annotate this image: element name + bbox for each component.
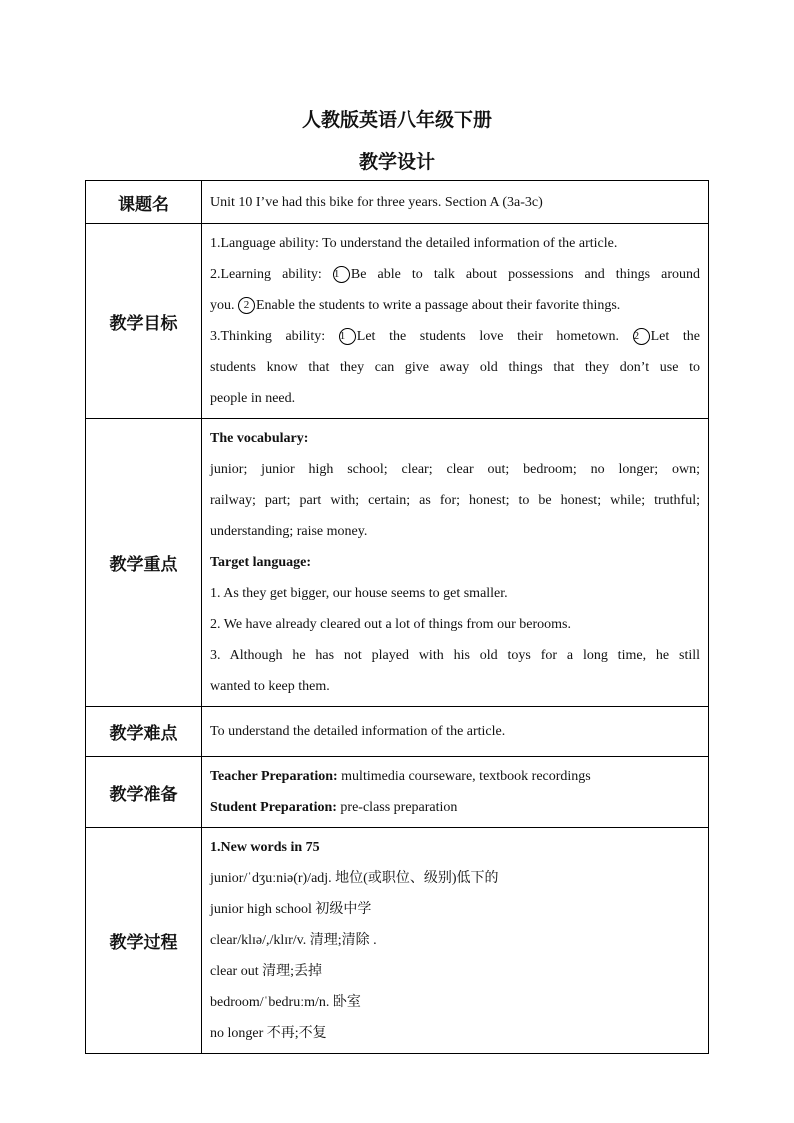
circled-number: 1 [339, 328, 356, 345]
content-topic [202, 181, 709, 224]
label-focus: 教学重点 [86, 419, 202, 707]
document-subtitle: 教学设计 [358, 151, 435, 173]
goal-text: you. [210, 298, 235, 313]
word-entry: no longer 不再;不复 [210, 1026, 327, 1041]
word-entry: bedroom/ˈbedruːm/n. 卧室 [210, 995, 361, 1010]
word-entry: clear/klɪə/,/klɪr/v. 清理;清除 . [210, 933, 377, 948]
topic-text: Unit 10 I’ve had this bike for three years. Section A (3a-3c) [210, 194, 543, 210]
document-title: 人教版英语八年级下册 [301, 109, 492, 131]
goal-text: Let the [650, 329, 701, 344]
vocabulary-heading: The vocabulary: [210, 431, 309, 446]
goal-line [210, 290, 700, 321]
circled-number: 2 [633, 328, 650, 345]
row-difficulty [86, 707, 709, 757]
student-prep-text: pre-class preparation [336, 800, 458, 815]
content-goals [202, 224, 709, 419]
sentence-line: 2. We have already cleared out a lot of things from our berooms. [210, 617, 571, 632]
word-entry: junior high school 初级中学 [210, 902, 372, 917]
goal-text: Enable the students to write a passage about their favorite things. [256, 298, 621, 313]
content-prep [202, 757, 709, 828]
label-topic: 课题名 [86, 181, 202, 224]
new-words-heading: 1.New words in 75 [210, 840, 320, 855]
goal-line [210, 259, 700, 290]
vocabulary-line: understanding; raise money. [210, 524, 368, 539]
teacher-prep-text: multimedia courseware, textbook recordings [337, 769, 591, 784]
label-process: 教学过程 [86, 828, 202, 1054]
label-difficulty: 教学难点 [86, 707, 202, 757]
vocabulary-line: railway; part; part with; certain; as for; honest; to be honest; while; truthful; [210, 493, 700, 508]
goal-line: people in need. [210, 391, 296, 406]
student-prep-line [210, 792, 700, 823]
goal-text: 2.Learning ability: [210, 267, 333, 282]
circled-number: 2 [238, 297, 255, 314]
sentence-line: 1. As they get bigger, our house seems to get smaller. [210, 586, 508, 601]
goal-line [210, 321, 700, 352]
label-prep: 教学准备 [86, 757, 202, 828]
lesson-plan-table [85, 180, 709, 1054]
goal-text: Be able to talk about possessions and things around [350, 267, 700, 282]
teacher-prep-heading: Teacher Preparation: [210, 769, 338, 784]
row-focus [86, 419, 709, 707]
content-focus [202, 419, 709, 707]
goal-line: students know that they can give away old things that they don’t use to [210, 360, 700, 375]
vocabulary-line: junior; junior high school; clear; clear out; bedroom; no longer; own; [210, 462, 700, 477]
row-prep [86, 757, 709, 828]
content-process [202, 828, 709, 1054]
circled-number: 1 [333, 266, 350, 283]
goal-text: Let the students love their hometown. [356, 329, 619, 344]
sentence-line: wanted to keep them. [210, 679, 330, 694]
goal-text: 3.Thinking ability: [210, 329, 326, 344]
sentence-line: 3. Although he has not played with his old toys for a long time, he still [210, 648, 700, 663]
goal-line: 1.Language ability: To understand the detailed information of the article. [210, 236, 618, 251]
teacher-prep-line [210, 761, 700, 792]
word-entry: clear out 清理;丢掉 [210, 964, 322, 979]
word-entry: junior/ˈdʒuːniə(r)/adj. 地位(或职位、级别)低下的 [210, 871, 499, 886]
student-prep-heading: Student Preparation: [210, 800, 337, 815]
label-goals: 教学目标 [86, 224, 202, 419]
content-difficulty [202, 707, 709, 757]
row-goals [86, 224, 709, 419]
row-process [86, 828, 709, 1054]
difficulty-text: To understand the detailed information of the article. [210, 724, 506, 739]
target-language-heading: Target language: [210, 555, 311, 570]
row-topic [86, 181, 709, 224]
